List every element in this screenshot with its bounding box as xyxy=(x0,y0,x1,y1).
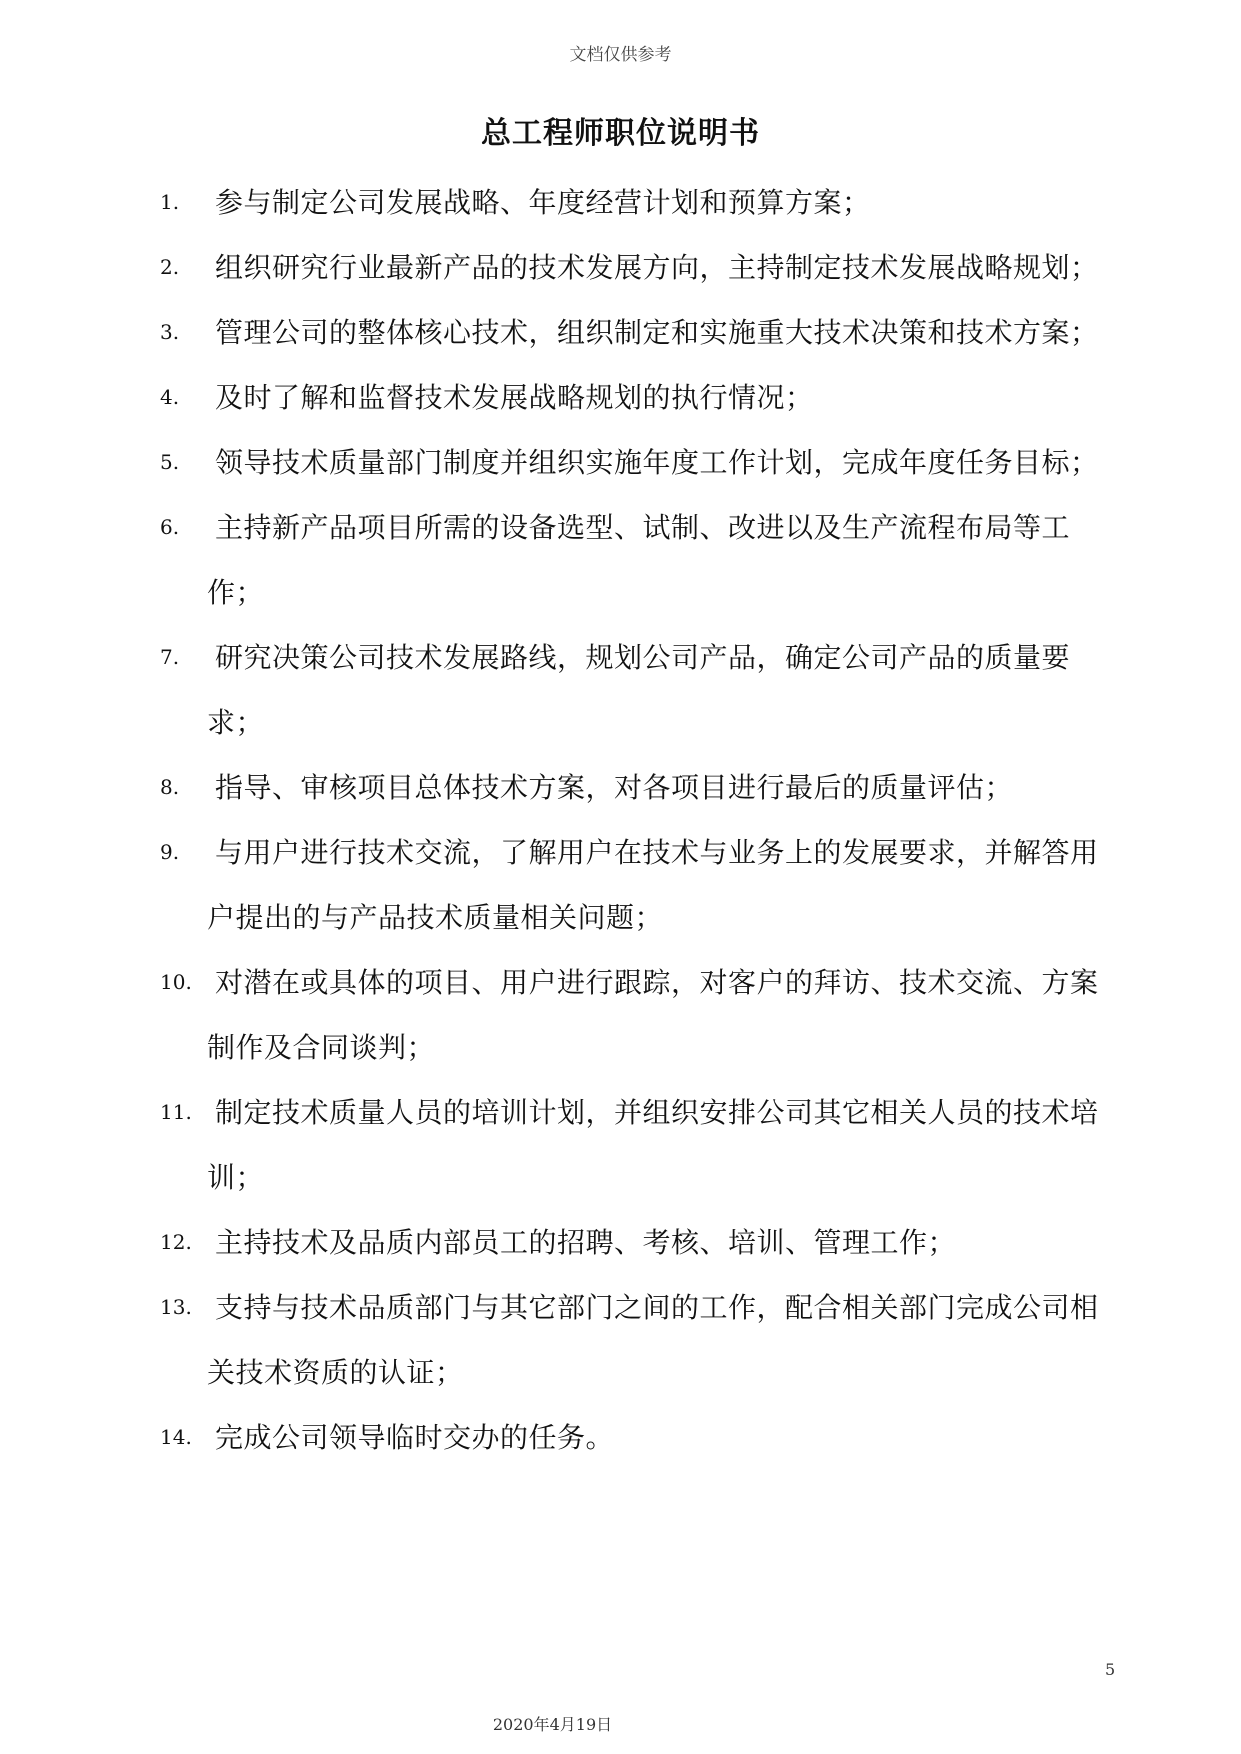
list-item xyxy=(160,170,1120,235)
item-number: 6. xyxy=(160,515,180,539)
item-number: 4. xyxy=(160,385,180,409)
list-item xyxy=(160,950,1120,1080)
item-text: 管理公司的整体核心技术，组织制定和实施重大技术决策和技术方案； xyxy=(215,316,1099,349)
item-number: 7. xyxy=(160,645,180,669)
item-text: 参与制定公司发展战略、年度经营计划和预算方案； xyxy=(215,186,871,219)
item-text: 主持新产品项目所需的设备选型、试制、改进以及生产流程布局等工作； xyxy=(207,511,1071,609)
item-text: 与用户进行技术交流，了解用户在技术与业务上的发展要求，并解答用户提出的与产品技术质量相关问题； xyxy=(207,836,1099,934)
item-text: 对潜在或具体的项目、用户进行跟踪，对客户的拜访、技术交流、方案制作及合同谈判； xyxy=(207,966,1099,1064)
duties-list xyxy=(160,170,1120,1470)
item-text: 制定技术质量人员的培训计划，并组织安排公司其它相关人员的技术培训； xyxy=(207,1096,1099,1194)
item-number: 2. xyxy=(160,255,180,279)
item-number: 3. xyxy=(160,320,180,344)
list-item xyxy=(160,625,1120,755)
list-item xyxy=(160,1080,1120,1210)
list-item xyxy=(160,495,1120,625)
list-item xyxy=(160,1210,1120,1275)
item-number: 14. xyxy=(160,1425,192,1449)
footer-date: 2020年4月19日 xyxy=(492,1715,613,1734)
page-number: 5 xyxy=(1105,1660,1116,1679)
item-number: 10. xyxy=(160,970,192,994)
list-item xyxy=(160,235,1120,300)
item-number: 5. xyxy=(160,450,180,474)
header-note: 文档仅供参考 xyxy=(569,45,672,65)
item-number: 13. xyxy=(160,1295,192,1319)
list-item xyxy=(160,820,1120,950)
list-item xyxy=(160,755,1120,820)
item-number: 11. xyxy=(160,1100,192,1124)
document-title: 总工程师职位说明书 xyxy=(481,116,760,151)
list-item xyxy=(160,365,1120,430)
item-text: 指导、审核项目总体技术方案，对各项目进行最后的质量评估； xyxy=(215,771,1014,804)
item-text: 研究决策公司技术发展路线，规划公司产品，确定公司产品的质量要求； xyxy=(207,641,1071,739)
item-number: 9. xyxy=(160,840,180,864)
item-number: 1. xyxy=(160,190,180,214)
item-text: 组织研究行业最新产品的技术发展方向，主持制定技术发展战略规划； xyxy=(215,251,1099,284)
item-number: 12. xyxy=(160,1230,192,1254)
item-text: 领导技术质量部门制度并组织实施年度工作计划，完成年度任务目标； xyxy=(215,446,1099,479)
list-item xyxy=(160,1405,1120,1470)
item-text: 支持与技术品质部门与其它部门之间的工作，配合相关部门完成公司相关技术资质的认证； xyxy=(207,1291,1099,1389)
item-text: 完成公司领导临时交办的任务。 xyxy=(215,1421,615,1454)
item-text: 主持技术及品质内部员工的招聘、考核、培训、管理工作； xyxy=(215,1226,957,1259)
list-item xyxy=(160,300,1120,365)
list-item xyxy=(160,1275,1120,1405)
item-number: 8. xyxy=(160,775,180,799)
list-item xyxy=(160,430,1120,495)
item-text: 及时了解和监督技术发展战略规划的执行情况； xyxy=(215,381,814,414)
